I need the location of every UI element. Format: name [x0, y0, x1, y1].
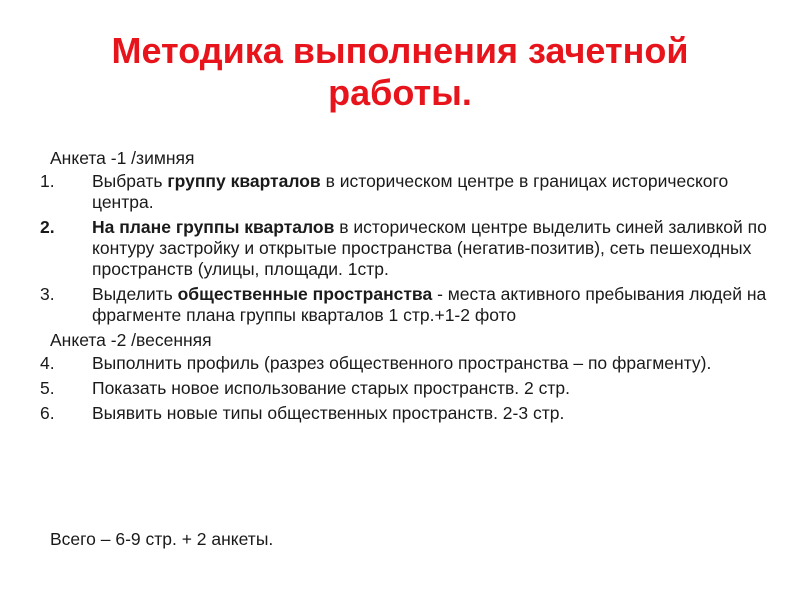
item-number: 6. [40, 403, 55, 423]
title-line-2: работы. [328, 72, 472, 113]
list-item-3 [40, 284, 770, 326]
item-number: 2. [40, 217, 55, 237]
list-item-5 [40, 378, 770, 399]
item-text-bold: На плане группы кварталов [92, 217, 335, 237]
item-text [92, 217, 770, 280]
survey-2-heading: Анкета -2 /весенняя [50, 330, 212, 350]
item-text [92, 284, 770, 326]
item-number: 4. [40, 353, 55, 373]
item-text: Показать новое использование старых пространств. 2 стр. [92, 378, 570, 398]
item-number: 3. [40, 284, 55, 304]
content-list [40, 147, 770, 428]
item-text-pre: Выбрать [92, 171, 168, 191]
item-text-post: в историческом центре выделить синей заливкой по контуру застройку и открытые пространства (негатив-позитив), сеть пешеходных пространств (улицы, площади. 1стр. [92, 217, 767, 279]
item-text-post: - места активного пребывания людей на фрагменте плана группы кварталов 1 стр.+1-2 фото [92, 284, 767, 325]
item-number: 1. [40, 171, 55, 191]
list-item-1 [40, 171, 770, 213]
item-text-pre: Выделить [92, 284, 178, 304]
item-text-bold: общественные пространства [177, 284, 433, 304]
list-item-2 [40, 217, 770, 280]
title-line-1: Методика выполнения зачетной [111, 30, 689, 71]
list-item-6 [40, 403, 770, 424]
item-number: 5. [40, 378, 55, 398]
item-text: Выявить новые типы общественных пространств. 2-3 стр. [92, 403, 565, 423]
survey-1-heading: Анкета -1 /зимняя [50, 148, 195, 168]
item-text: Выполнить профиль (разрез общественного пространства – по фрагменту). [92, 353, 712, 373]
list-item-4 [40, 353, 770, 374]
slide-title [40, 30, 760, 114]
item-text-post: в историческом центре в границах исторического центра. [92, 171, 729, 212]
item-text-bold: группу кварталов [167, 171, 321, 191]
total-summary: Всего – 6-9 стр. + 2 анкеты. [50, 529, 274, 549]
item-text [92, 171, 770, 213]
